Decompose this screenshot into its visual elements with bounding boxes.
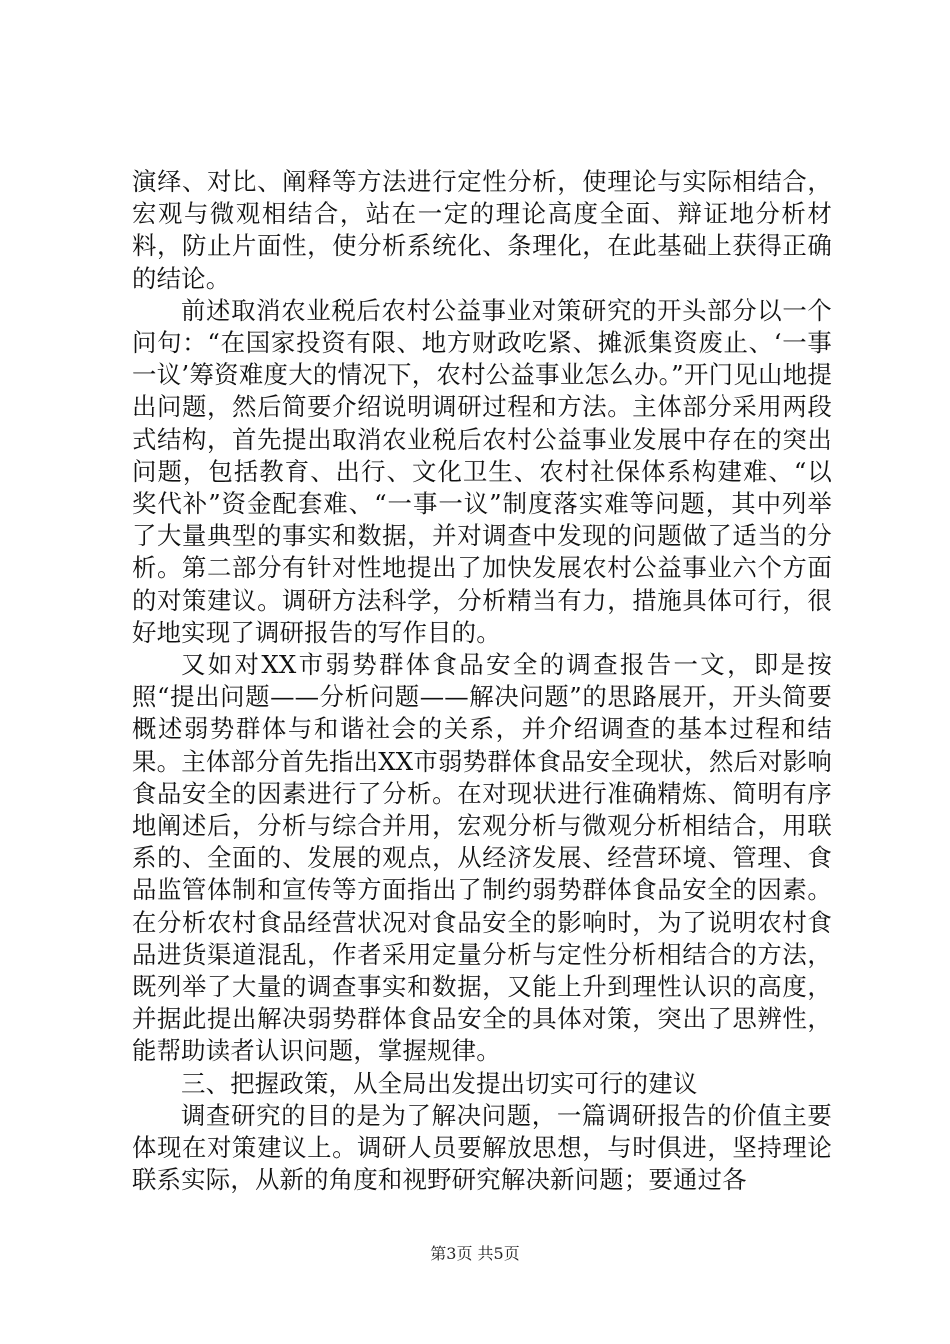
paragraph-recommendations: 调查研究的目的是为了解决问题，一篇调研报告的价值主要体现在对策建议上。调研人员要解放思想，与时俱进，坚持理论联系实际，从新的角度和视野研究解决新问题；要通过各 xyxy=(132,1100,832,1195)
paragraph-food-safety-example: 又如对XX市弱势群体食品安全的调查报告一文，即是按照“提出问题——分析问题——解决问题”的思路展开，开头简要概述弱势群体与和谐社会的关系，并介绍调查的基本过程和结果。主体部分首先指出XX市弱势群体食品安全现状，然后对影响食品安全的因素进行了分析。在对现状进行准确精炼、简明有序地阐述后，分析与综合并用，宏观分析与微观分析相结合，用联系的、全面的、发展的观点，从经济发展、经营环境、管理、食品监管体制和宣传等方面指出了制约弱势群体食品安全的因素。在分析农村食品经营状况对食品安全的影响时，为了说明农村食品进货渠道混乱，作者采用定量分析与定性分析相结合的方法，既列举了大量的调查事实和数据，又能上升到理性认识的高度，并据此提出解决弱势群体食品安全的具体对策，突出了思辨性，能帮助读者认识问题，掌握规律。 xyxy=(132,650,832,1066)
paragraph-agriculture-tax-example: 前述取消农业税后农村公益事业对策研究的开头部分以一个问句：“在国家投资有限、地方财政吃紧、摊派集资废止、‘一事一议’筹资难度大的情况下，农村公益事业怎么办。”开门见山地提出问题，然后简要介绍说明调研过程和方法。主体部分采用两段式结构，首先提出取消农业税后农村公益事业发展中存在的突出问题，包括教育、出行、文化卫生、农村社保体系构建难、“以奖代补”资金配套难、“一事一议”制度落实难等问题，其中列举了大量典型的事实和数据，并对调查中发现的问题做了适当的分析。第二部分有针对性地提出了加快发展农村公益事业六个方面的对策建议。调研方法科学，分析精当有力，措施具体可行，很好地实现了调研报告的写作目的。 xyxy=(132,295,832,647)
paragraph-continuation: 演绎、对比、阐释等方法进行定性分析，使理论与实际相结合，宏观与微观相结合，站在一定的理论高度全面、辩证地分析材料，防止片面性，使分析系统化、条理化，在此基础上获得正确的结论。 xyxy=(132,167,832,293)
page-number-footer: 第3页 共5页 xyxy=(430,1244,520,1263)
document-body xyxy=(132,166,832,1197)
section-heading-three: 三、把握政策，从全局出发提出切实可行的建议 xyxy=(181,1068,698,1098)
